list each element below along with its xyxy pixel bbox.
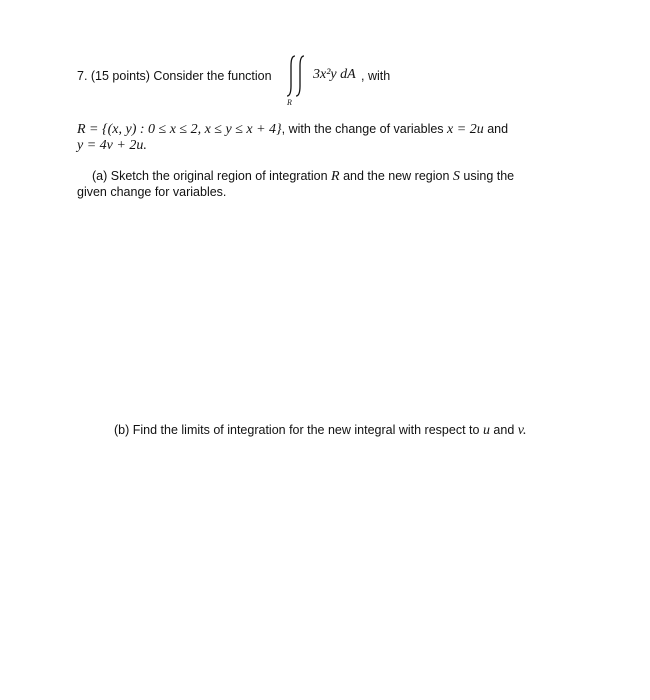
- region-s-symbol: S: [452, 169, 460, 184]
- change-of-variables-label: , with the change of variables: [281, 122, 444, 136]
- v-symbol: v.: [517, 423, 527, 438]
- integrand: 3x²y dA: [313, 67, 356, 82]
- region-definition: R = {(x, y) : 0 ≤ x ≤ 2, x ≤ y ≤ x + 4}: [77, 122, 282, 137]
- x-substitution: x = 2u: [447, 122, 484, 137]
- part-b-and: and: [493, 423, 515, 437]
- and-label: and: [487, 122, 509, 136]
- u-symbol: u: [482, 423, 490, 438]
- with-label: , with: [361, 69, 391, 83]
- part-a-prefix: (a) Sketch the original region of integration: [92, 169, 328, 183]
- part-a-middle: and the new region: [343, 169, 450, 183]
- problem-number-label: 7. (15 points) Consider the function: [77, 69, 272, 83]
- part-b: [114, 423, 526, 439]
- part-a-line-1: [92, 169, 514, 185]
- y-substitution: y = 4v + 2u.: [77, 138, 147, 153]
- part-a-line-2: given change for variables.: [77, 185, 227, 199]
- integral-region-subscript: R: [287, 98, 292, 107]
- problem-header: [77, 69, 272, 83]
- part-b-prefix: (b) Find the limits of integration for the new integral with respect to: [114, 423, 480, 437]
- double-integral-symbol: [285, 52, 309, 100]
- part-a-suffix: using the: [463, 169, 515, 183]
- region-definition-line: [77, 122, 508, 138]
- region-r-symbol: R: [331, 169, 340, 184]
